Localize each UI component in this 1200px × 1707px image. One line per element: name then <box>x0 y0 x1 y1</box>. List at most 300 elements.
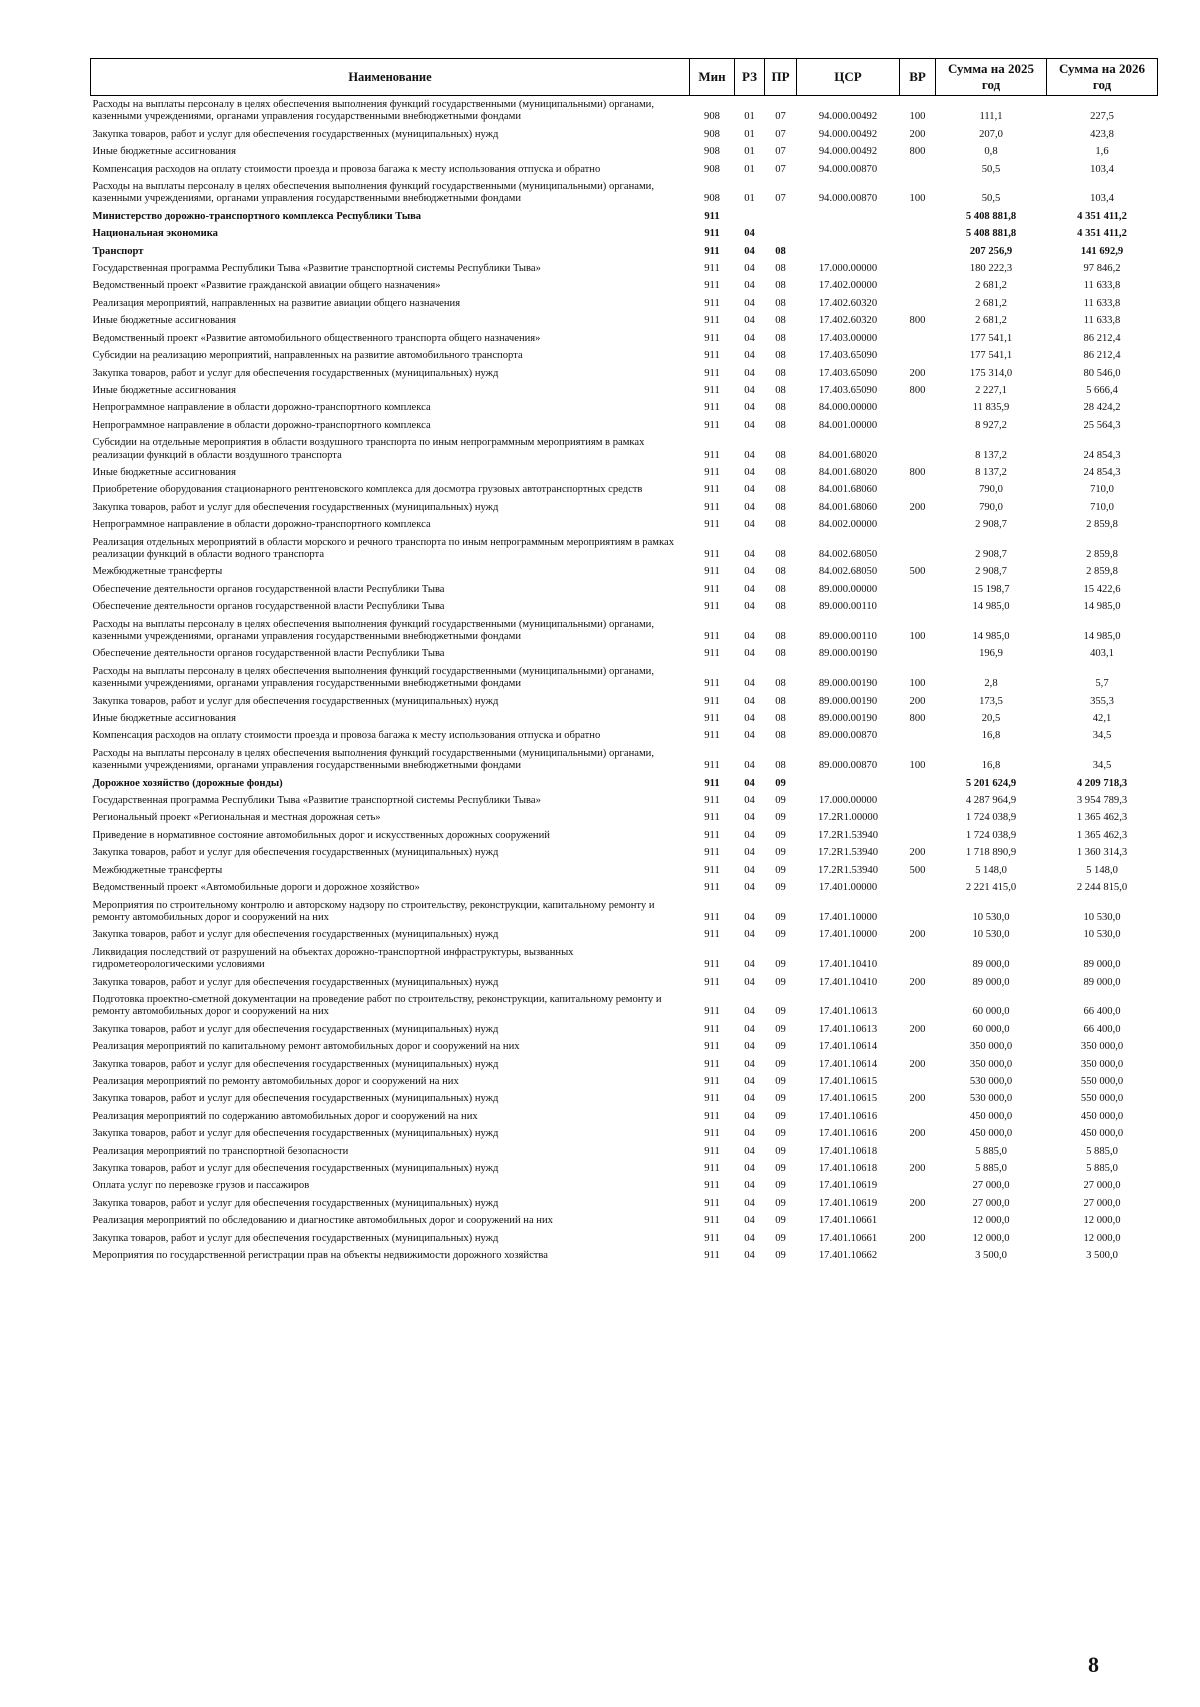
cell-pr: 07 <box>775 163 786 175</box>
table-row <box>91 243 1158 260</box>
cell-name: Компенсация расходов на оплату стоимости проезда и провоза багажа к месту использования отпуска и обратно <box>92 730 601 742</box>
cell-sum-2025: 12 000,0 <box>972 1215 1010 1227</box>
cell-csr: 89.000.00190 <box>818 695 878 707</box>
cell-csr: 94.000.00870 <box>818 193 878 205</box>
cell-min: 911 <box>704 402 720 414</box>
table-row <box>91 563 1158 580</box>
cell-name: Расходы на выплаты персоналу в целях обеспечения выполнения функций государственными (муниципальными) органами, казенными учреждениями, органами управления государственными внебюджетными фондами <box>92 99 654 123</box>
cell-sum-2026: 2 859,8 <box>1086 519 1118 531</box>
cell-name: Закупка товаров, работ и услуг для обеспечения государственных (муниципальных) нужд <box>92 1023 499 1035</box>
cell-sum-2026: 86 212,4 <box>1083 350 1121 362</box>
cell-sum-2025: 1 718 890,9 <box>965 847 1017 859</box>
cell-rz: 04 <box>744 548 755 560</box>
table-row <box>91 260 1158 277</box>
cell-sum-2026: 450 000,0 <box>1080 1110 1124 1122</box>
cell-pr: 09 <box>775 911 786 923</box>
cell-csr: 84.002.68050 <box>818 548 878 560</box>
cell-min: 911 <box>704 601 720 613</box>
header-pr: ПР <box>765 59 797 96</box>
cell-min: 911 <box>704 1041 720 1053</box>
cell-csr: 84.000.00000 <box>818 402 878 414</box>
cell-sum-2025: 15 198,7 <box>972 583 1010 595</box>
cell-pr: 09 <box>775 812 786 824</box>
cell-rz: 04 <box>744 297 755 309</box>
cell-vr <box>900 1038 936 1055</box>
table-header <box>91 59 1158 96</box>
cell-csr <box>797 225 900 242</box>
cell-pr: 09 <box>775 829 786 841</box>
cell-vr: 100 <box>909 631 926 642</box>
table-row <box>91 1160 1158 1177</box>
cell-sum-2025: 111,1 <box>979 111 1003 123</box>
table-row <box>91 1177 1158 1194</box>
cell-sum-2026: 5 666,4 <box>1086 384 1118 396</box>
cell-csr: 89.000.00870 <box>818 760 878 772</box>
cell-sum-2026: 103,4 <box>1090 163 1114 175</box>
cell-sum-2026: 403,1 <box>1090 648 1114 660</box>
cell-rz: 04 <box>744 882 755 894</box>
cell-name: Реализация мероприятий по обследованию и диагностике автомобильных дорог и сооружений на них <box>92 1215 553 1227</box>
cell-min: 911 <box>704 332 720 344</box>
cell-sum-2026: 103,4 <box>1090 193 1114 205</box>
cell-sum-2026: 1 360 314,3 <box>1076 847 1128 859</box>
table-row <box>91 1038 1158 1055</box>
cell-pr: 09 <box>775 1041 786 1053</box>
cell-vr <box>900 225 936 242</box>
cell-name: Закупка товаров, работ и услуг для обеспечения государственных (муниципальных) нужд <box>92 976 499 988</box>
cell-min: 911 <box>704 519 720 531</box>
cell-vr: 200 <box>909 1023 926 1035</box>
cell-csr: 17.403.65090 <box>818 350 878 362</box>
cell-sum-2026: 97 846,2 <box>1083 263 1121 275</box>
cell-sum-2026: 2 244 815,0 <box>1076 882 1128 894</box>
cell-pr: 09 <box>775 1180 786 1192</box>
cell-min: 911 <box>704 501 720 513</box>
cell-min: 911 <box>704 1145 720 1157</box>
cell-csr: 17.2R1.00000 <box>817 812 879 824</box>
cell-min: 911 <box>704 795 720 807</box>
cell-name: Закупка товаров, работ и услуг для обеспечения государственных (муниципальных) нужд <box>92 1163 499 1174</box>
cell-csr: 84.001.00000 <box>818 419 878 431</box>
cell-min: 911 <box>704 976 720 988</box>
cell-sum-2025: 89 000,0 <box>972 976 1010 988</box>
cell-sum-2025: 12 000,0 <box>972 1232 1010 1244</box>
cell-sum-2025: 8 137,2 <box>975 449 1007 461</box>
table-row <box>91 330 1158 347</box>
cell-min: 911 <box>704 263 720 275</box>
cell-rz: 04 <box>744 1093 755 1105</box>
cell-min: 911 <box>704 1197 720 1209</box>
cell-min: 911 <box>704 1215 720 1227</box>
cell-csr <box>797 208 900 225</box>
cell-rz: 04 <box>744 760 755 772</box>
cell-min: 911 <box>704 1128 720 1140</box>
cell-min: 911 <box>704 384 720 396</box>
table-row <box>91 827 1158 844</box>
cell-pr: 08 <box>775 402 786 414</box>
cell-pr: 08 <box>775 419 786 431</box>
cell-vr <box>900 399 936 416</box>
cell-sum-2026: 350 000,0 <box>1080 1058 1124 1070</box>
cell-name: Реализация мероприятий по содержанию автомобильных дорог и сооружений на них <box>92 1110 478 1122</box>
cell-rz: 04 <box>744 730 755 742</box>
cell-pr: 08 <box>775 315 786 327</box>
cell-pr: 08 <box>775 263 786 275</box>
cell-sum-2026: 11 633,8 <box>1083 280 1121 292</box>
cell-sum-2025: 450 000,0 <box>969 1110 1013 1122</box>
cell-vr <box>900 260 936 277</box>
cell-sum-2025: 2 681,2 <box>975 297 1007 309</box>
cell-name: Реализация мероприятий, направленных на развитие авиации общего назначения <box>92 297 461 309</box>
table-row <box>91 974 1158 991</box>
cell-min: 911 <box>704 847 720 859</box>
cell-sum-2025: 50,5 <box>981 193 1001 205</box>
cell-min: 911 <box>704 210 720 222</box>
cell-vr: 100 <box>909 678 926 690</box>
cell-pr: 09 <box>775 929 786 941</box>
cell-name: Закупка товаров, работ и услуг для обеспечения государственных (муниципальных) нужд <box>92 1232 499 1244</box>
cell-sum-2026: 42,1 <box>1092 713 1112 725</box>
cell-csr: 89.000.00190 <box>818 678 878 690</box>
cell-pr <box>765 208 797 225</box>
cell-name: Иные бюджетные ассигнования <box>92 466 236 478</box>
cell-csr: 17.401.10619 <box>818 1197 878 1209</box>
cell-name: Государственная программа Республики Тыва «Развитие транспортной системы Республики Тыва» <box>92 795 541 807</box>
cell-name: Ликвидация последствий от разрушений на объектах дорожно-транспортной инфраструктуры, вызванных гидрометеорологическими условиями <box>92 946 574 971</box>
header-sum-2026: Сумма на 2026 год <box>1047 59 1158 96</box>
cell-sum-2025: 2 908,7 <box>975 566 1007 578</box>
table-row <box>91 897 1158 927</box>
cell-sum-2025: 27 000,0 <box>972 1197 1010 1209</box>
cell-pr: 08 <box>775 449 786 461</box>
cell-vr <box>900 161 936 178</box>
cell-min: 911 <box>704 829 720 841</box>
cell-csr <box>797 775 900 792</box>
cell-csr: 84.001.68060 <box>818 484 878 496</box>
cell-vr <box>900 792 936 809</box>
cell-pr: 09 <box>775 959 786 971</box>
cell-name: Мероприятия по строительному контролю и авторскому надзору по строительству, реконструкции, капитальному ремонту и ремонту автомобильных дорог и сооружений на них <box>92 899 655 923</box>
cell-vr <box>900 879 936 896</box>
cell-rz: 01 <box>744 163 755 175</box>
cell-csr: 17.401.10614 <box>818 1041 878 1053</box>
cell-csr: 84.002.00000 <box>818 519 878 531</box>
table-row <box>91 143 1158 160</box>
cell-min: 911 <box>704 449 720 461</box>
cell-name: Межбюджетные трансферты <box>92 864 223 876</box>
cell-pr: 08 <box>775 245 786 257</box>
cell-name: Непрограммное направление в области дорожно-транспортного комплекса <box>92 519 431 531</box>
cell-sum-2026: 14 985,0 <box>1083 631 1121 642</box>
cell-vr: 800 <box>909 713 926 725</box>
cell-name: Субсидии на отдельные мероприятия в области воздушного транспорта по иным непрограммным мероприятиям в рамках реализации функций в области воздушного транспорта <box>92 437 645 461</box>
cell-pr: 08 <box>775 384 786 396</box>
cell-min: 911 <box>704 297 720 309</box>
cell-csr: 17.401.10618 <box>818 1145 878 1157</box>
table-row <box>91 1108 1158 1125</box>
cell-vr <box>900 727 936 744</box>
cell-sum-2026: 350 000,0 <box>1080 1041 1124 1053</box>
cell-csr: 84.001.68020 <box>818 466 878 478</box>
cell-min: 911 <box>704 419 720 431</box>
cell-pr: 08 <box>775 730 786 742</box>
table-row <box>91 516 1158 533</box>
cell-rz: 04 <box>744 1163 755 1174</box>
cell-min: 911 <box>704 583 720 595</box>
table-row <box>91 944 1158 974</box>
cell-rz: 04 <box>744 829 755 841</box>
cell-csr: 17.401.10616 <box>818 1128 878 1140</box>
cell-rz: 04 <box>744 367 755 379</box>
cell-sum-2025: 207,0 <box>979 128 1003 140</box>
cell-sum-2025: 2 681,2 <box>975 315 1007 327</box>
cell-min: 911 <box>704 882 720 894</box>
cell-name: Министерство дорожно-транспортного комплекса Республики Тыва <box>92 210 422 222</box>
cell-pr: 07 <box>775 128 786 140</box>
cell-vr <box>900 295 936 312</box>
cell-min: 911 <box>704 929 720 941</box>
table-row <box>91 710 1158 727</box>
cell-pr: 08 <box>775 548 786 560</box>
cell-name: Обеспечение деятельности органов государственной власти Республики Тыва <box>92 648 445 660</box>
cell-vr: 200 <box>909 847 926 859</box>
cell-sum-2025: 5 885,0 <box>975 1145 1007 1157</box>
header-name: Наименование <box>91 59 690 96</box>
cell-name: Компенсация расходов на оплату стоимости проезда и провоза багажа к месту использования отпуска и обратно <box>92 163 601 175</box>
cell-name: Транспорт <box>92 245 144 257</box>
cell-csr <box>797 243 900 260</box>
cell-csr: 17.401.10615 <box>818 1075 878 1087</box>
cell-name: Иные бюджетные ассигнования <box>92 315 236 327</box>
table-row <box>91 862 1158 879</box>
cell-min: 911 <box>704 1232 720 1244</box>
cell-sum-2026: 550 000,0 <box>1080 1075 1124 1087</box>
cell-vr <box>900 645 936 662</box>
cell-csr: 17.403.65090 <box>818 384 878 396</box>
cell-vr <box>900 775 936 792</box>
cell-name: Закупка товаров, работ и услуг для обеспечения государственных (муниципальных) нужд <box>92 847 499 859</box>
budget-table <box>90 58 1158 1264</box>
cell-name: Иные бюджетные ассигнования <box>92 713 236 725</box>
table-row <box>91 727 1158 744</box>
cell-pr: 09 <box>775 1145 786 1157</box>
cell-sum-2025: 1 724 038,9 <box>965 812 1017 824</box>
cell-sum-2026: 5 885,0 <box>1086 1145 1118 1157</box>
cell-pr: 09 <box>775 1215 786 1227</box>
cell-rz: 04 <box>744 245 755 257</box>
cell-csr: 17.401.10615 <box>818 1093 878 1105</box>
table-row <box>91 464 1158 481</box>
cell-vr <box>900 481 936 498</box>
cell-vr: 200 <box>909 1163 926 1174</box>
table-row <box>91 126 1158 143</box>
cell-rz: 04 <box>744 1006 755 1018</box>
table-row <box>91 775 1158 792</box>
cell-sum-2025: 2 221 415,0 <box>965 882 1017 894</box>
cell-sum-2026: 550 000,0 <box>1080 1093 1124 1105</box>
table-row <box>91 844 1158 861</box>
table-row <box>91 1212 1158 1229</box>
cell-sum-2026: 227,5 <box>1090 111 1114 123</box>
cell-sum-2025: 530 000,0 <box>969 1093 1013 1105</box>
cell-sum-2025: 60 000,0 <box>972 1006 1010 1018</box>
cell-csr: 17.401.10662 <box>818 1250 878 1262</box>
header-sum-2025: Сумма на 2025 год <box>936 59 1047 96</box>
cell-sum-2025: 3 500,0 <box>975 1250 1007 1262</box>
cell-vr: 100 <box>909 111 926 123</box>
cell-pr: 09 <box>775 976 786 988</box>
cell-vr <box>900 1177 936 1194</box>
cell-rz: 04 <box>744 795 755 807</box>
cell-sum-2026: 423,8 <box>1090 128 1114 140</box>
cell-sum-2025: 790,0 <box>979 484 1003 496</box>
cell-sum-2026: 1 365 462,3 <box>1076 829 1128 841</box>
table-row <box>91 1073 1158 1090</box>
header-rz: РЗ <box>735 59 765 96</box>
cell-sum-2026: 24 854,3 <box>1083 449 1121 461</box>
cell-name: Расходы на выплаты персоналу в целях обеспечения выполнения функций государственными (муниципальными) органами, казенными учреждениями, органами управления государственными внебюджетными фондами <box>92 181 654 205</box>
cell-min: 911 <box>704 631 720 642</box>
cell-min: 911 <box>704 695 720 707</box>
cell-vr <box>900 1247 936 1264</box>
cell-pr: 08 <box>775 601 786 613</box>
table-row <box>91 991 1158 1021</box>
cell-vr <box>900 1212 936 1229</box>
cell-vr: 500 <box>909 864 926 876</box>
cell-name: Межбюджетные трансферты <box>92 566 223 578</box>
cell-rz: 04 <box>744 1232 755 1244</box>
cell-sum-2026: 14 985,0 <box>1083 601 1121 613</box>
cell-pr: 07 <box>775 193 786 205</box>
cell-min: 911 <box>704 228 720 240</box>
cell-rz: 04 <box>744 1058 755 1070</box>
cell-pr: 09 <box>775 1163 786 1174</box>
cell-vr: 200 <box>909 1093 926 1105</box>
cell-sum-2026: 4 351 411,2 <box>1077 210 1127 222</box>
table-row <box>91 178 1158 208</box>
cell-pr: 09 <box>775 864 786 876</box>
cell-sum-2026: 66 400,0 <box>1083 1023 1121 1035</box>
cell-name: Закупка товаров, работ и услуг для обеспечения государственных (муниципальных) нужд <box>92 1058 499 1070</box>
cell-csr: 17.401.10616 <box>818 1110 878 1122</box>
cell-sum-2026: 710,0 <box>1090 484 1114 496</box>
cell-pr: 08 <box>775 466 786 478</box>
cell-sum-2025: 50,5 <box>981 163 1001 175</box>
cell-name: Закупка товаров, работ и услуг для обеспечения государственных (муниципальных) нужд <box>92 501 499 513</box>
cell-vr: 800 <box>909 466 926 478</box>
cell-csr: 17.402.60320 <box>818 315 878 327</box>
cell-csr: 17.401.10618 <box>818 1163 878 1174</box>
cell-sum-2025: 350 000,0 <box>969 1058 1013 1070</box>
cell-name: Закупка товаров, работ и услуг для обеспечения государственных (муниципальных) нужд <box>92 929 499 941</box>
cell-min: 911 <box>704 1058 720 1070</box>
cell-pr: 08 <box>775 631 786 642</box>
cell-sum-2025: 2 681,2 <box>975 280 1007 292</box>
cell-name: Обеспечение деятельности органов государственной власти Республики Тыва <box>92 601 445 613</box>
cell-name: Непрограммное направление в области дорожно-транспортного комплекса <box>92 402 431 414</box>
table-row <box>91 365 1158 382</box>
cell-pr: 08 <box>775 332 786 344</box>
cell-pr: 09 <box>775 882 786 894</box>
table-row <box>91 208 1158 225</box>
cell-sum-2025: 177 541,1 <box>969 350 1013 362</box>
cell-rz: 04 <box>744 1023 755 1035</box>
cell-rz: 04 <box>744 864 755 876</box>
cell-sum-2026: 34,5 <box>1092 760 1112 772</box>
cell-vr <box>900 991 936 1021</box>
cell-rz: 04 <box>744 484 755 496</box>
cell-vr <box>900 1108 936 1125</box>
cell-csr: 17.401.10619 <box>818 1180 878 1192</box>
cell-sum-2025: 60 000,0 <box>972 1023 1010 1035</box>
cell-csr: 89.000.00110 <box>819 631 877 642</box>
cell-rz: 04 <box>744 678 755 690</box>
cell-sum-2026: 4 209 718,3 <box>1076 777 1128 789</box>
cell-rz: 04 <box>744 976 755 988</box>
cell-vr: 800 <box>909 146 926 158</box>
cell-sum-2026: 89 000,0 <box>1083 976 1121 988</box>
table-row <box>91 879 1158 896</box>
table-row <box>91 693 1158 710</box>
table-row <box>91 96 1158 126</box>
cell-pr: 09 <box>775 1128 786 1140</box>
cell-sum-2025: 5 408 881,8 <box>965 228 1017 240</box>
cell-min: 911 <box>704 1180 720 1192</box>
cell-min: 911 <box>704 245 720 257</box>
cell-csr: 17.401.10410 <box>818 976 878 988</box>
table-row <box>91 581 1158 598</box>
cell-sum-2026: 2 859,8 <box>1086 548 1118 560</box>
cell-csr: 17.401.10410 <box>818 959 878 971</box>
cell-min: 911 <box>704 367 720 379</box>
cell-name: Расходы на выплаты персоналу в целях обеспечения выполнения функций государственными (муниципальными) органами, казенными учреждениями, органами управления государственными внебюджетными фондами <box>92 618 654 642</box>
cell-rz: 04 <box>744 280 755 292</box>
cell-pr: 08 <box>775 648 786 660</box>
table-row <box>91 277 1158 294</box>
cell-sum-2025: 5 885,0 <box>975 1163 1007 1174</box>
cell-pr: 09 <box>775 1075 786 1087</box>
table-row <box>91 598 1158 615</box>
cell-sum-2025: 350 000,0 <box>969 1041 1013 1053</box>
cell-rz: 04 <box>744 777 755 789</box>
cell-rz: 04 <box>744 263 755 275</box>
cell-rz: 04 <box>744 929 755 941</box>
cell-rz: 04 <box>744 1128 755 1140</box>
cell-min: 911 <box>704 1023 720 1035</box>
cell-name: Иные бюджетные ассигнования <box>92 384 236 396</box>
cell-sum-2026: 3 954 789,3 <box>1076 795 1128 807</box>
cell-rz: 04 <box>744 315 755 327</box>
cell-min: 911 <box>704 713 720 725</box>
cell-min: 911 <box>704 730 720 742</box>
cell-min: 911 <box>704 678 720 690</box>
header-vr: ВР <box>900 59 936 96</box>
cell-name: Расходы на выплаты персоналу в целях обеспечения выполнения функций государственными (муниципальными) органами, казенными учреждениями, органами управления государственными внебюджетными фондами <box>92 665 654 690</box>
table-row <box>91 1021 1158 1038</box>
table-row <box>91 225 1158 242</box>
cell-name: Обеспечение деятельности органов государственной власти Республики Тыва <box>92 583 445 595</box>
cell-sum-2026: 450 000,0 <box>1080 1128 1124 1140</box>
cell-min: 911 <box>704 812 720 824</box>
cell-name: Ведомственный проект «Развитие автомобильного общественного транспорта общего назначения» <box>92 332 541 344</box>
cell-vr: 200 <box>909 976 926 988</box>
cell-vr <box>900 534 936 564</box>
table-row <box>91 1230 1158 1247</box>
cell-sum-2025: 5 408 881,8 <box>965 210 1017 222</box>
cell-pr: 09 <box>775 847 786 859</box>
table-body <box>91 96 1158 1265</box>
cell-pr: 09 <box>775 1023 786 1035</box>
